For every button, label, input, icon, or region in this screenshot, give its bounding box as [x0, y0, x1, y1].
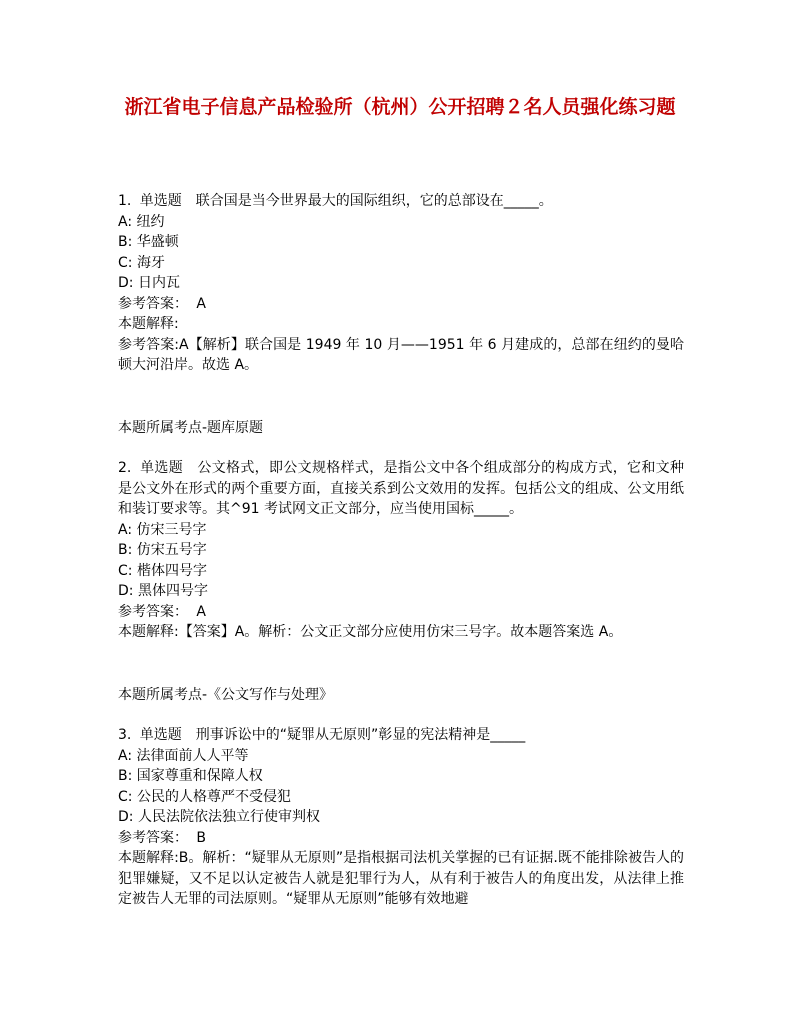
question-header: [118, 725, 684, 746]
explanation-text: 参考答案:A【解析】联合国是 1949 年 10 月——1951 年 6 月建成的，总部在纽约的曼哈顿大河沿岸。故选 A。: [118, 336, 684, 373]
reference-answer: [118, 294, 684, 315]
knowledge-point: 本题所属考点-《公文写作与处理》: [118, 686, 334, 703]
option-b: B: 国家尊重和保障人权: [118, 768, 263, 784]
explanation-text: [118, 622, 684, 643]
explanation-text: [118, 848, 684, 910]
question-stem: 联合国是当今世界最大的国际组织，它的总部设在_____。: [195, 193, 553, 209]
question-stem: 公文格式，即公文规格样式，是指公文中各个组成部分的构成方式，它和文种是公文外在形式的两个重要方面，直接关系到公文效用的发挥。包括公文的组成、公文用纸和装订要求等。其^91 考试网文正文部分，应当使用国标_____。: [118, 460, 685, 517]
reference-answer: [118, 828, 684, 849]
question-2: [118, 458, 684, 705]
question-stem: 刑事诉讼中的“疑罪从无原则”彰显的宪法精神是_____: [195, 727, 526, 743]
explanation-label: 本题解释:: [118, 850, 179, 866]
option-b: B: 华盛顿: [118, 234, 179, 250]
question-number: 1.: [118, 193, 132, 209]
answer-label: 参考答案：: [118, 829, 188, 846]
answer-label: 参考答案：: [118, 603, 188, 620]
question-3: [118, 725, 684, 910]
knowledge-point: 本题所属考点-题库原题: [118, 419, 264, 436]
explanation-body: B。解析：“疑罪从无原则”是指根据司法机关掌握的已有证据.既不能排除被告人的犯罪嫌疑，又不足以认定被告人就是犯罪行为人，从有利于被告人的角度出发，从法律上推定被告人无罪的司法原则。“疑罪从无原则”能够有效地避: [118, 850, 685, 907]
answer-value: B: [196, 829, 206, 846]
option-c: C: 海牙: [118, 254, 165, 271]
question-1: [118, 191, 684, 438]
answer-label: 参考答案：: [118, 295, 188, 312]
question-number: 2.: [118, 460, 132, 476]
option-c: C: 公民的人格尊严不受侵犯: [118, 788, 291, 805]
option-c: C: 楷体四号字: [118, 562, 207, 579]
question-type: 单选题: [139, 727, 182, 743]
question-type: 单选题: [139, 193, 182, 209]
question-header: [118, 191, 684, 212]
option-a: A: 纽约: [118, 213, 165, 230]
document-title: 浙江省电子信息产品检验所（杭州）公开招聘２名人员强化练习题: [124, 96, 676, 118]
answer-value: A: [196, 603, 206, 620]
option-b: B: 仿宋五号字: [118, 542, 207, 558]
option-d: D: 日内瓦: [118, 275, 180, 291]
question-header: [118, 458, 684, 520]
explanation-label: 本题解释:: [118, 316, 179, 332]
explanation-label: 本题解释:: [118, 624, 179, 640]
option-a: A: 仿宋三号字: [118, 521, 207, 538]
option-d: D: 黑体四号字: [118, 583, 208, 599]
reference-answer: [118, 602, 684, 623]
question-type: 单选题: [139, 460, 184, 476]
answer-value: A: [196, 295, 206, 312]
option-a: A: 法律面前人人平等: [118, 747, 249, 764]
question-list: [118, 191, 684, 910]
explanation-body: 【答案】A。解析：公文正文部分应使用仿宋三号字。故本题答案选 A。: [178, 624, 623, 640]
question-number: 3.: [118, 727, 132, 743]
option-d: D: 人民法院依法独立行使审判权: [118, 809, 320, 825]
